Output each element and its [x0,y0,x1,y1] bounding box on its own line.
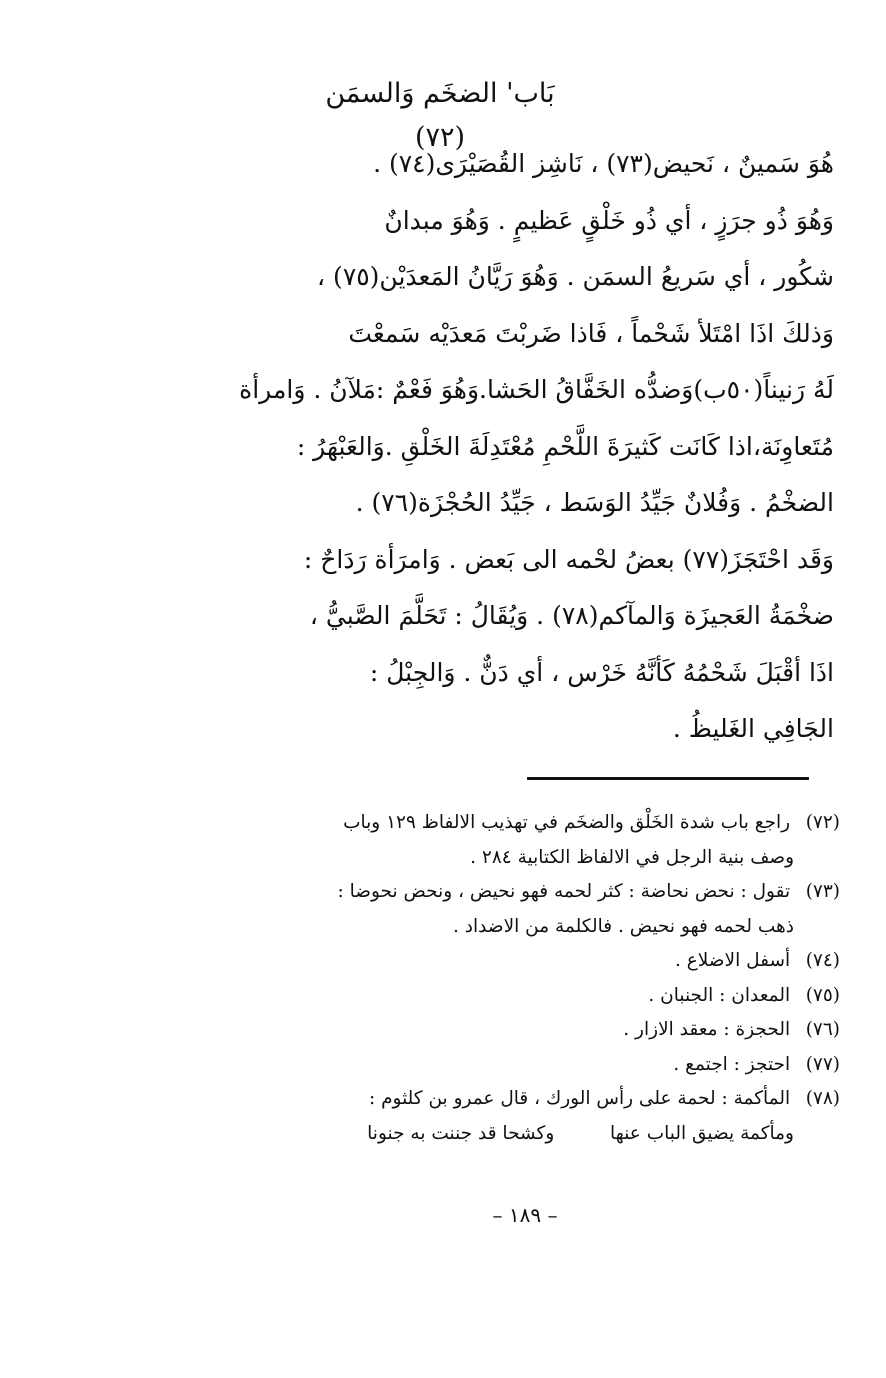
verse-first-hemistich: ومأكمة يضيق الباب عنها [610,1122,794,1144]
footnotes [180,806,840,1151]
body-line: ضخْمَةُ العَجيزَة وَالمآكم(٧٨) . وَيُقَالُ : تَحَلَّمَ الصَّبيُّ ، [309,601,834,630]
poetry-verse [180,1117,840,1152]
footnote-76 [180,1013,840,1048]
footnote-text: راجع باب شدة الخَلْق والضخَم في تهذيب الالفاظ ١٢٩ وباب [343,812,791,833]
body-line: لَهُ رَنيناً(٥٠ب)وَضدُّه الخَفَّاقُ الحَشا.وَهُوَ فَعْمٌ :مَلآنُ . وَامرأة [239,375,834,404]
footnote-75 [180,979,840,1014]
footnote-continuation: وصف بنية الرجل في الالفاظ الكتابية ٢٨٤ . [470,846,794,868]
body-line: الجَافِي الغَليظُ . [672,714,834,743]
chapter-title: بَاب' الضخَم وَالسمَن (٧٢) [325,78,555,153]
footnote-number: (٧٦) [805,1019,840,1040]
footnote-number: (٧٧) [805,1053,840,1075]
footnote-number: (٧٨) [805,1088,840,1109]
body-line: هُوَ سَمينٌ ، نَحيض(٧٣) ، نَاشِز القُصَيْرَى(٧٤) . [373,149,834,178]
body-line: وَذلكَ اذَا امْتَلأ شَحْماً ، فَاذا ضَربْتَ مَعدَيْه سَمعْتَ [348,318,834,348]
footnote-text: الحجزة : معقد الازار . [623,1019,791,1040]
footnote-text: المأكمة : لحمة على رأس الورك ، قال عمرو بن كلثوم : [368,1088,791,1109]
body-line: مُتَعاوِنَة،اذا كَانَت كَثيرَةَ اللَّحْمِ مُعْتَدِلَةَ الخَلْقِ .وَالعَبْهَرُ : [296,431,834,461]
footnote-text: المعدان : الجنبان . [648,984,791,1006]
body-text [154,136,834,758]
body-line: وَهُوَ ذُو جرَزٍ ، أي ذُو خَلْقٍ عَظيمٍ . وَهُوَ مبدانٌ [384,205,834,235]
page-number: – ١٨٩ – [492,1203,558,1227]
footnote-number: (٧٤) [805,950,840,971]
footnote-74 [180,944,840,979]
footnote-text: أسفل الاضلاع . [674,950,791,971]
footnote-78 [180,1082,840,1117]
footnote-divider [527,777,809,780]
footnote-72 [180,806,840,841]
body-line: شكُور ، أي سَريعُ السمَن . وَهُوَ رَيَّانُ المَعدَيْن(٧٥) ، [317,262,834,291]
footnote-continuation: ذهب لحمه فهو نحيض . فالكلمة من الاضداد . [453,915,794,937]
body-line: الضخْمُ . وَفُلانٌ جَيِّدُ الوَسَط ، جَيِّدُ الحُجْزَة(٧٦) . [355,488,834,517]
footnote-77 [180,1048,840,1083]
footnote-text: احتجز : اجتمع . [673,1053,791,1075]
verse-second-hemistich: وكشحا قد جننت به جنونا [367,1122,555,1144]
body-line: اذَا أقْبَلَ شَحْمُهُ كَأنَّهُ خَرْس ، أي دَنٌّ . وَالجِبْلُ : [369,657,834,687]
footnote-number: (٧٣) [805,881,840,902]
footnote-number: (٧٥) [805,984,840,1006]
footnote-number: (٧٢) [805,812,840,833]
body-line: وَقَد احْتَجَزَ(٧٧) بعضُ لحْمه الى بَعض . وَامرَأة رَدَاحٌ : [303,544,834,574]
footnote-text: تقول : نحض نحاضة : كثر لحمه فهو نحيض ، ونحض نحوضا : [337,881,791,902]
footnote-73 [180,875,840,910]
